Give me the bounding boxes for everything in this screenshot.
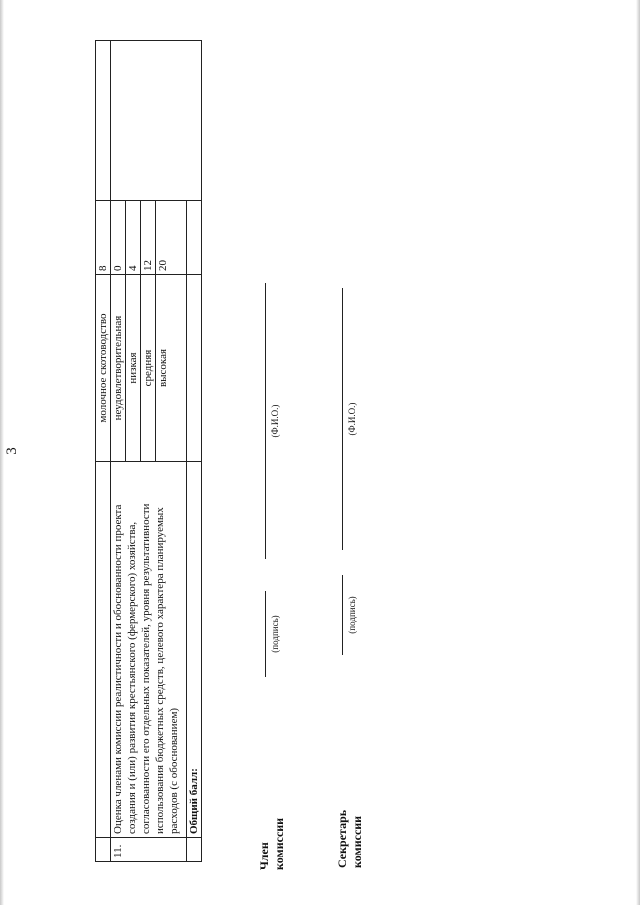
table-row — [111, 41, 126, 862]
score-value: 0 — [111, 201, 126, 275]
secretary-name-line — [342, 288, 343, 550]
empty-cell — [111, 41, 202, 201]
member-role-label: Член комиссии — [257, 817, 286, 870]
member-signature-caption: (подпись) — [270, 615, 280, 653]
rating-label: высокая — [156, 275, 187, 462]
category-label: молочное скотоводство — [96, 275, 111, 462]
secretary-signature-line — [342, 575, 343, 655]
empty-cell — [96, 462, 111, 838]
page-number: 3 — [4, 447, 20, 455]
score-value: 8 — [96, 201, 111, 275]
secretary-signature-caption: (подпись) — [347, 596, 357, 634]
member-signature-line — [265, 591, 266, 677]
criterion-number: 11. — [111, 838, 187, 862]
empty-cell — [187, 838, 202, 862]
score-value: 4 — [126, 201, 141, 275]
rating-label: неудовлетворительная — [111, 275, 126, 462]
secretary-name-caption: (Ф.И.О.) — [347, 402, 357, 436]
empty-cell — [96, 41, 111, 201]
empty-cell — [187, 275, 202, 462]
empty-cell — [96, 838, 111, 862]
member-name-caption: (Ф.И.О.) — [270, 404, 280, 438]
score-value: 12 — [141, 201, 156, 275]
criteria-table — [95, 40, 202, 862]
table-row-previous — [96, 41, 111, 862]
secretary-role-label: Секретарь комиссии — [335, 809, 364, 868]
criterion-text: Оценка членами комиссии реалистичности и обоснованности проекта создания и (или) развития крестьянского (фермерского) хозяйства, согласованности его отдельных показателей, уровня результативности использования бюджетных средств, целевого характера планируемых расходов (с обоснованием) — [111, 462, 187, 838]
score-value: 20 — [156, 201, 187, 275]
total-score-label: Общий балл: — [187, 462, 202, 838]
member-name-line — [265, 283, 266, 559]
rating-label: низкая — [126, 275, 141, 462]
empty-cell — [187, 201, 202, 275]
rating-label: средняя — [141, 275, 156, 462]
